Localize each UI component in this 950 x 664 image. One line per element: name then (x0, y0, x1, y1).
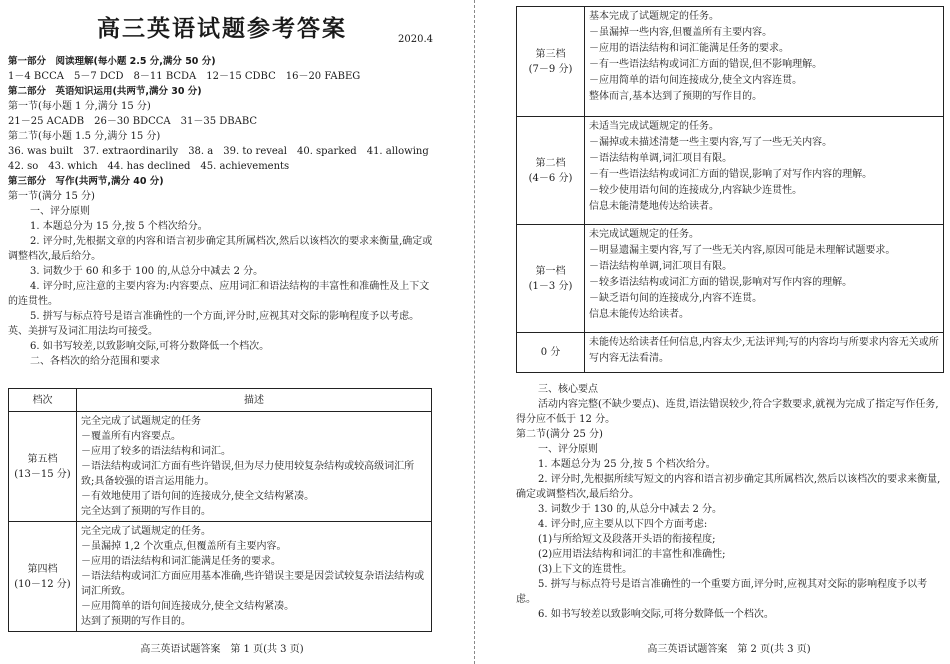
ranges-heading: 二、各档次的给分范围和要求 (30, 356, 160, 367)
col-desc-header: 描述 (77, 389, 432, 412)
page-1 (8, 0, 436, 664)
tier-desc (585, 117, 944, 225)
part3-section1-heading: 第一节(满分 15 分) (8, 191, 95, 202)
tier-desc (585, 225, 944, 333)
tier-level (9, 412, 77, 522)
scoring-table-part2 (516, 6, 944, 373)
part1-answers: 1－4 BCCA 5－7 DCD 8－11 BCDA 12－15 CDBC 16－20 FABEG (8, 71, 361, 82)
principles-heading: 一、评分原则 (30, 206, 90, 217)
tier-line: 完全完成了试题规定的任务。 (81, 526, 211, 537)
tier-range: (10－12 分) (14, 578, 71, 590)
tier-name: 第四档 (27, 563, 58, 575)
tier-level (517, 7, 585, 117)
tier-line: －有效地使用了语句间的连接成分,使全文结构紧凑。 (81, 491, 315, 502)
rule-4c: (3)上下文的连贯性。 (538, 564, 633, 575)
part1-heading: 第一部分 阅读理解(每小题 2.5 分,满分 50 分) (8, 56, 216, 67)
tier-line: －应用了较多的语法结构和词汇。 (81, 446, 231, 457)
rule-4: 4. 评分时,应注意的主要内容为:内容要点、应用词汇和语法结构的丰富性和准确性及上下文的连贯性。 (8, 281, 430, 307)
part2-section2-answers-1: 36. was built 37. extraordinarily 38. a 39. to reveal 40. sparked 41. allowing (8, 146, 429, 157)
tier-line: －语法结构单调,词汇项目有限。 (589, 261, 733, 272)
tier-line: 信息未能传达给读者。 (589, 309, 689, 320)
tier-range: (7－9 分) (528, 63, 573, 75)
tier-level (517, 333, 585, 373)
part2-heading: 第二部分 英语知识运用(共两节,满分 30 分) (8, 86, 202, 97)
tier-desc (585, 7, 944, 117)
page-2-footer: 高三英语试题答案 第 2 页(共 3 页) (647, 644, 811, 655)
scoring-table-part1 (8, 388, 432, 632)
principles-heading: 一、评分原则 (538, 444, 598, 455)
tier-line: 基本完成了试题规定的任务。 (589, 11, 719, 22)
tier-row (517, 117, 944, 225)
part2-section1-heading: 第一节(每小题 1 分,满分 15 分) (8, 101, 151, 112)
tier-name: 第五档 (27, 453, 58, 465)
rule-1: 1. 本题总分为 15 分,按 5 个档次给分。 (30, 221, 208, 232)
tier-line: －应用的语法结构和词汇能满足任务的要求。 (81, 556, 281, 567)
rule-6: 6. 如书写较差以致影响交际,可将分数降低一个档次。 (538, 609, 774, 620)
tier-desc (77, 412, 432, 522)
tier-row (517, 7, 944, 117)
tier-line: －应用简单的语句间连接成分,使全文结构紧凑。 (81, 601, 295, 612)
tier-desc (77, 522, 432, 632)
tier-range: (1－3 分) (528, 280, 573, 292)
tier-range: (13－15 分) (14, 468, 71, 480)
tier-line: －语法结构或词汇方面有些许错误,但为尽力使用较复杂结构或较高级词汇所致;具备较强的语言运用能力。 (81, 461, 415, 487)
rule-4: 4. 评分时,应主要从以下四个方面考虑: (538, 519, 708, 530)
tier-line: －有一些语法结构或词汇方面的错误,但不影响理解。 (589, 59, 823, 70)
tier-level (517, 225, 585, 333)
tier-name: 第一档 (535, 265, 566, 277)
rule-5: 5. 拼写与标点符号是语言准确性的一个方面,评分时,应视其对交际的影响程度予以考虑。英、美拼写及词汇用法均可接受。 (8, 311, 420, 337)
tier-name: 第三档 (535, 48, 566, 60)
tier-line: 完全达到了预期的写作目的。 (81, 506, 211, 517)
tier-name: 0 分 (540, 347, 561, 358)
tier-desc (585, 333, 944, 373)
core-text: 活动内容完整(不缺少要点)、连贯,语法错误较少,符合字数要求,就视为完成了指定写作任务,得分应不低于 12 分。 (516, 399, 939, 425)
tier-row (517, 333, 944, 373)
tier-level (9, 522, 77, 632)
tier-level (517, 117, 585, 225)
part2-section1-answers: 21－25 ACADB 26－30 BDCCA 31－35 DBABC (8, 116, 258, 127)
rule-3: 3. 词数少于 60 和多于 100 的,从总分中减去 2 分。 (30, 266, 264, 277)
tier-line: －虽漏掉 1,2 个次重点,但覆盖所有主要内容。 (81, 541, 287, 552)
tier-row (9, 522, 432, 632)
rule-2: 2. 评分时,先根据所续写短文的内容和语言初步确定其所属档次,然后以该档次的要求来衡量,确定或调整档次,最后给分。 (516, 474, 941, 500)
page-divider (474, 0, 475, 664)
tier-line: －应用的语法结构和词汇能满足任务的要求。 (589, 43, 789, 54)
section2-heading: 第二节(满分 25 分) (516, 429, 603, 440)
tier-line: 达到了预期的写作目的。 (81, 616, 191, 627)
tier-line: －有一些语法结构或词汇方面的错误,影响了对写作内容的理解。 (589, 169, 873, 180)
part2-section2-answers-2: 42. so 43. which 44. has declined 45. achievements (8, 161, 290, 172)
tier-line: －语法结构单调,词汇项目有限。 (589, 153, 733, 164)
tier-line: 未能传达给读者任何信息,内容太少,无法评判;写的内容均与所要求内容无关或所写内容无法看清。 (589, 337, 939, 364)
tier-row (9, 412, 432, 522)
part3-heading: 第三部分 写作(共两节,满分 40 分) (8, 176, 164, 187)
tier-name: 第二档 (535, 157, 566, 169)
tier-line: 完全完成了试题规定的任务 (81, 416, 201, 427)
page-1-footer: 高三英语试题答案 第 1 页(共 3 页) (140, 644, 304, 655)
page-2 (514, 0, 944, 664)
tier-line: －语法结构或词汇方面应用基本准确,些许错误主要是因尝试较复杂语法结构或词汇所致。 (81, 571, 425, 597)
part2-section2-heading: 第二节(每小题 1.5 分,满分 15 分) (8, 131, 161, 142)
tier-row (517, 225, 944, 333)
rule-4a: (1)与所给短文及段落开头语的衔接程度; (538, 534, 716, 545)
core-heading: 三、核心要点 (538, 384, 598, 395)
page-1-body (8, 54, 436, 369)
doc-title: 高三英语试题参考答案 (97, 15, 347, 42)
page-2-body (516, 382, 944, 622)
table-header-row (9, 389, 432, 412)
tier-line: －虽漏掉一些内容,但覆盖所有主要内容。 (589, 27, 773, 38)
rule-3: 3. 词数少于 130 的,从总分中减去 2 分。 (538, 504, 723, 515)
tier-range: (4－6 分) (528, 172, 573, 184)
tier-line: －明显遗漏主要内容,写了一些无关内容,原因可能是未理解试题要求。 (589, 245, 896, 256)
tier-line: 整体而言,基本达到了预期的写作目的。 (589, 91, 763, 102)
tier-line: －较多语法结构或词汇方面的错误,影响对写作内容的理解。 (589, 277, 853, 288)
tier-line: －覆盖所有内容要点。 (81, 431, 181, 442)
col-level-header: 档次 (9, 389, 77, 412)
tier-line: －缺乏语句间的连接成分,内容不连贯。 (589, 293, 763, 304)
tier-line: 未适当完成试题规定的任务。 (589, 121, 719, 132)
tier-line: －漏掉或未描述清楚一些主要内容,写了一些无关内容。 (589, 137, 833, 148)
tier-line: －应用简单的语句间连接成分,使全文内容连贯。 (589, 75, 803, 86)
rule-1: 1. 本题总分为 25 分,按 5 个档次给分。 (538, 459, 716, 470)
rule-4b: (2)应用语法结构和词汇的丰富性和准确性; (538, 549, 726, 560)
rule-2: 2. 评分时,先根据文章的内容和语言初步确定其所属档次,然后以该档次的要求来衡量,确定或调整档次,最后给分。 (8, 236, 433, 262)
tier-line: －较少使用语句间的连接成分,内容缺少连贯性。 (589, 185, 803, 196)
tier-line: 未完成试题规定的任务。 (589, 229, 699, 240)
tier-line: 信息未能清楚地传达给读者。 (589, 201, 719, 212)
doc-date: 2020.4 (398, 34, 433, 45)
rule-5: 5. 拼写与标点符号是语言准确性的一个重要方面,评分时,应视其对交际的影响程度予以考虑。 (516, 579, 928, 605)
rule-6: 6. 如书写较差,以致影响交际,可将分数降低一个档次。 (30, 341, 270, 352)
